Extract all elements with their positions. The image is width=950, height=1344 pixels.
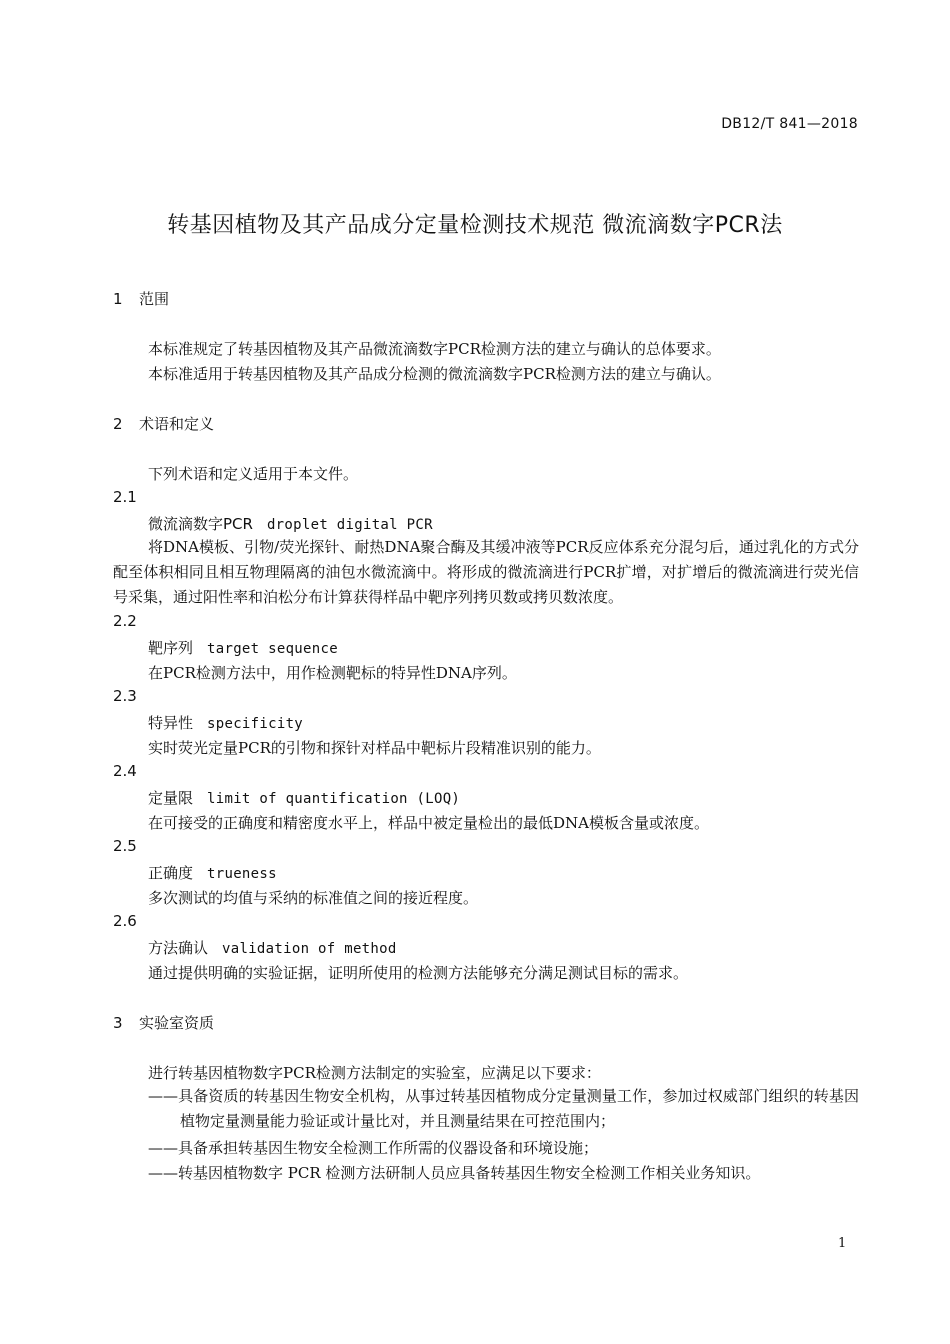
scope-paragraph-2: 本标准适用于转基因植物及其产品成分检测的微流滴数字PCR检测方法的建立与确认。 [148,365,721,383]
term-definition: 在PCR检测方法中，用作检测靶标的特异性DNA序列。 [148,664,517,682]
term-name-en: droplet digital PCR [266,517,433,533]
requirement-item: ——具备资质的转基因生物安全机构，从事过转基因植物成分定量测量工作，参加过权威部门组织的转基因植物定量测量能力验证或计量比对，并且测量结果在可控范围内； [148,1087,859,1130]
section-heading-lab-qualification [113,1012,214,1033]
term-number: 2.5 [113,837,137,855]
section-title: 术语和定义 [139,415,215,433]
term-name-en: specificity [207,716,304,732]
section-title: 实验室资质 [139,1014,215,1032]
term-number: 2.6 [113,912,137,930]
requirement-item: ——转基因植物数字 PCR 检测方法研制人员应具备转基因生物安全检测工作相关业务知识。 [148,1164,761,1182]
term-name-en: validation of method [222,941,397,957]
section-number: 2 [113,415,123,433]
section-title: 范围 [139,290,170,308]
term-name-zh: 方法确认 [148,939,209,957]
requirement-item: ——具备承担转基因生物安全检测工作所需的仪器设备和环境设施； [148,1139,599,1157]
term-name-en: target sequence [207,641,338,657]
section-number: 1 [113,290,123,308]
document-code: DB12/T 841—2018 [721,116,858,132]
page-number: 1 [838,1236,847,1251]
term-name [148,862,277,883]
term-definition: 将DNA模板、引物/荧光探针、耐热DNA聚合酶及其缓冲液等PCR反应体系充分混匀后，通过乳化的方式分配至体积相同且相互物理隔离的油包水微流滴中。将形成的微流滴进行PCR扩增，对扩增后的微流滴进行荧光信号采集，通过阳性率和泊松分布计算获得样品中靶序列拷贝数或拷贝数浓度。 [113,538,859,606]
section-heading-scope [113,288,169,309]
term-name [148,637,338,658]
term-number: 2.4 [113,762,137,780]
term-name-zh: 定量限 [148,789,194,807]
term-number: 2.1 [113,488,137,506]
term-number: 2.2 [113,612,137,630]
term-name-en: limit of quantification (LOQ) [207,791,461,807]
term-name [148,937,397,958]
term-number: 2.3 [113,687,137,705]
term-name [148,787,460,808]
term-definition: 多次测试的均值与采纳的标准值之间的接近程度。 [148,889,479,907]
term-name-zh: 正确度 [148,864,194,882]
section-number: 3 [113,1014,123,1032]
term-name-zh: 特异性 [148,714,194,732]
scope-paragraph-1: 本标准规定了转基因植物及其产品微流滴数字PCR检测方法的建立与确认的总体要求。 [148,340,721,358]
term-definition: 实时荧光定量PCR的引物和探针对样品中靶标片段精准识别的能力。 [148,739,601,757]
section-heading-terms [113,413,214,434]
term-name [148,712,303,733]
lab-intro: 进行转基因植物数字PCR检测方法制定的实验室，应满足以下要求： [148,1064,601,1082]
term-name-en: trueness [207,866,277,882]
terms-intro: 下列术语和定义适用于本文件。 [148,465,359,483]
term-definition: 通过提供明确的实验证据，证明所使用的检测方法能够充分满足测试目标的需求。 [148,964,689,982]
term-definition: 在可接受的正确度和精密度水平上，样品中被定量检出的最低DNA模板含量或浓度。 [148,814,709,832]
term-name [148,513,433,534]
term-name-zh: 靶序列 [148,639,194,657]
document-title: 转基因植物及其产品成分定量检测技术规范 微流滴数字PCR法 [167,213,783,238]
term-name-zh: 微流滴数字PCR [148,515,253,533]
